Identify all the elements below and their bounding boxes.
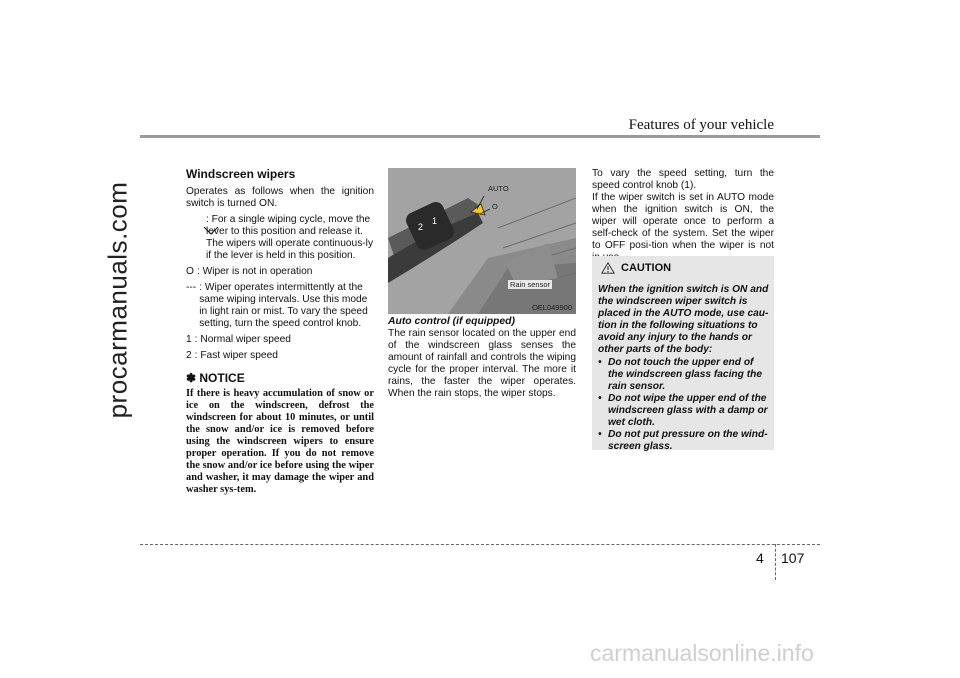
page-number: 107 (781, 550, 805, 566)
footer-rule (140, 544, 820, 545)
caution-bullet-text: Do not wipe the upper end of the windscreen glass with a damp or wet cloth. (608, 393, 768, 429)
svg-text:1: 1 (432, 216, 438, 226)
auto-control-text: The rain sensor located on the upper end of the windscreen glass senses the amount of rainfall and controls the wiping cycle for the proper interval. The more it rains, the faster the wiper operates. When the rain stops, the wiper stops. (388, 328, 576, 399)
warning-triangle-icon (601, 262, 615, 274)
header-rule (140, 135, 820, 138)
wiper-mode-item (186, 350, 374, 362)
svg-text:2: 2 (418, 222, 424, 232)
wiper-mode-key: 2 (186, 350, 192, 361)
site-watermark: carmanualsonline.info (590, 640, 814, 666)
wiper-mode-item (186, 214, 374, 262)
caution-title: CAUTION (621, 262, 672, 274)
caution-box (592, 256, 774, 453)
notice-title: ✽ NOTICE (186, 371, 245, 385)
wiper-mode-text: : For a single wiping cycle, move the lever to this position and release it. The wipers will operate continuous-ly if the lever is held in this position. (206, 214, 374, 261)
wiper-mode-item (186, 266, 374, 278)
figure-code: OEL049900 (531, 303, 572, 312)
wiper-mode-text: : Wiper operates intermittently at the same wiping intervals. Use this mode in light rain or mist. To vary the speed setting, turn the speed control knob. (199, 282, 368, 329)
column-wipers (186, 168, 374, 496)
caution-intro: When the ignition switch is ON and the windscreen wiper switch is placed in the AUTO mode, use cau-tion in the following situations to avoid any injury to the hands or other parts of the body: (598, 284, 769, 356)
wiper-mode-item (186, 282, 374, 330)
wiper-mode-text: : Normal wiper speed (194, 334, 291, 345)
bullet-dot: • (598, 393, 602, 405)
intro-text: Operates as follows when the ignition switch is turned ON. (186, 186, 374, 209)
chapter-number: 4 (756, 550, 764, 566)
single-wipe-symbol (186, 214, 206, 262)
wiper-mode-key: --- (186, 282, 197, 293)
caution-bullet (598, 429, 769, 453)
label-rain-sensor: Rain sensor (510, 280, 551, 289)
label-off: O (492, 202, 498, 211)
label-auto: AUTO (488, 184, 509, 193)
figure-caption: Auto control (if equipped) (388, 316, 515, 327)
column-auto-control (388, 316, 576, 400)
bullet-dot: • (598, 357, 602, 369)
rain-sensor-figure (388, 168, 576, 314)
footer-divider (775, 544, 776, 580)
caution-bullet (598, 357, 769, 393)
self-check-text: If the wiper switch is set in AUTO mode when the ignition switch is ON, the wiper will operate once to perform a self-check of the system. Set the wiper to OFF posi-tion when the wiper is not (592, 192, 774, 251)
section-heading: Windscreen wipers (186, 167, 296, 181)
page-header-title: Features of your vehicle (628, 117, 774, 133)
wiper-lever-illustration (388, 168, 576, 314)
wiper-mode-text: : Fast wiper speed (194, 350, 278, 361)
caution-bullet (598, 393, 769, 429)
wiper-mode-text: : Wiper is not in operation (196, 266, 313, 277)
caution-bullet-text: Do not put pressure on the wind-screen glass. (608, 429, 768, 453)
wiper-mode-item (186, 334, 374, 346)
bullet-dot: • (598, 429, 602, 441)
notice-body: If there is heavy accumulation of snow or ice on the windscreen, defrost the windscreen for about 10 minutes, or until the snow and/or ice is removed before using the windscreen wipers to ensure proper operation. If you do not remove the snow and/or ice before using the wiper and washer, it may damage the wiper and washer sys-tem. (186, 388, 374, 495)
wiper-mode-key: O (186, 266, 194, 277)
speed-setting-text: To vary the speed setting, turn the speed control knob (1). (592, 168, 774, 191)
caution-header (601, 262, 769, 274)
caution-bullet-text: Do not touch the upper end of the windscreen glass facing the rain sensor. (608, 357, 762, 393)
wiper-mode-key: 1 (186, 334, 192, 345)
column-speed (592, 168, 774, 264)
side-watermark: procarmanuals.com (102, 181, 133, 419)
